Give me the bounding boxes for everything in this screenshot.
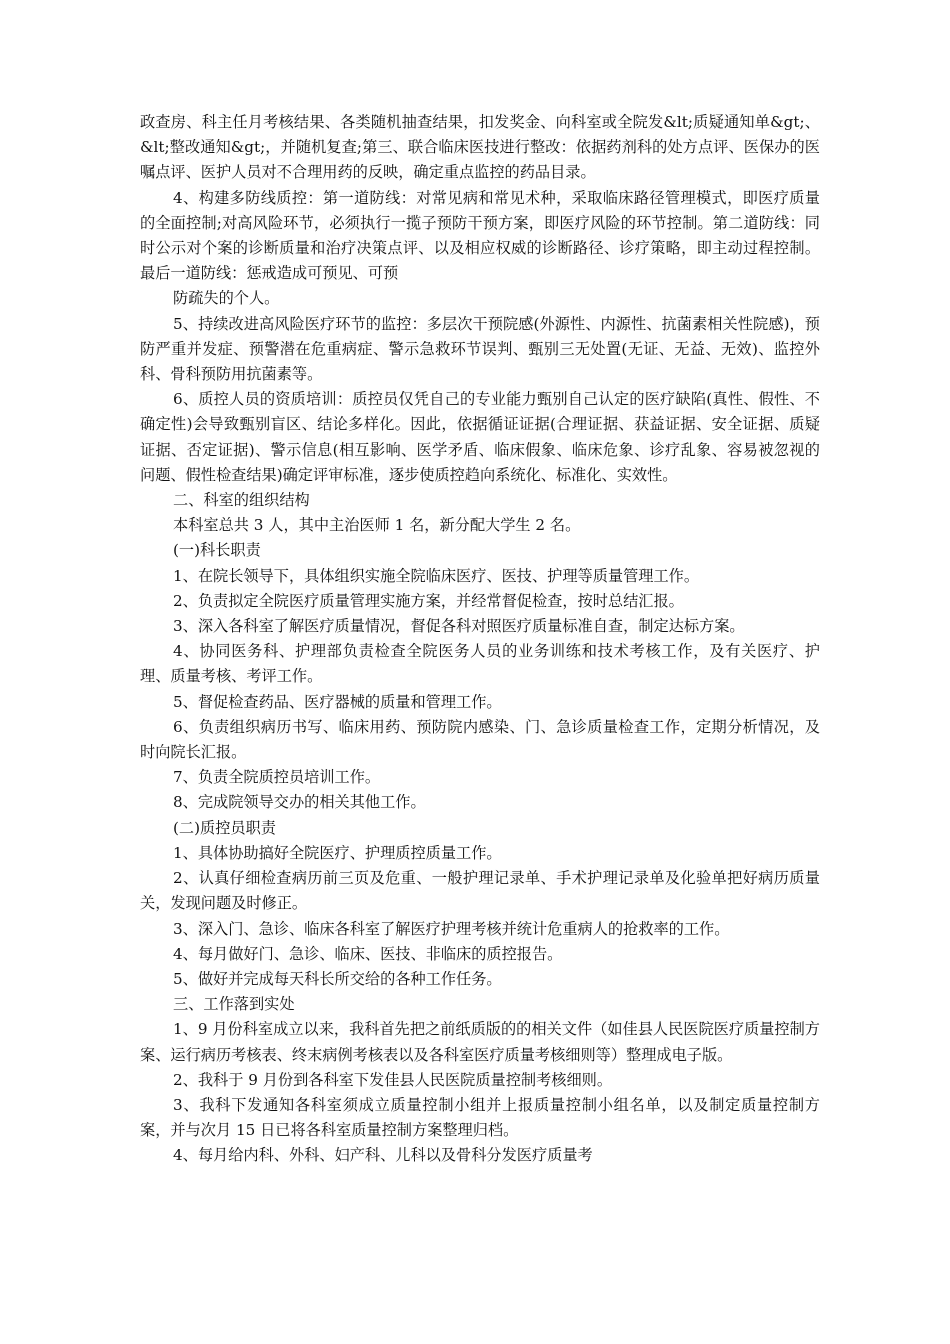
list-item: 8、完成院领导交办的相关其他工作。: [173, 793, 426, 812]
section-heading: 二、科室的组织结构: [173, 491, 310, 510]
list-item: 5、督促检查药品、医疗器械的质量和管理工作。: [173, 692, 502, 711]
subsection-heading: (一)科长职责: [173, 541, 261, 560]
list-item: 4、协同医务科、护理部负责检查全院医务人员的业务训练和技术考核工作，及有关医疗、护理、质量考核、考评工作。: [140, 642, 820, 686]
list-item: 1、在院长领导下，具体组织实施全院临床医疗、医技、护理等质量管理工作。: [173, 566, 700, 585]
subsection-heading: (二)质控员职责: [173, 818, 276, 837]
section-heading: 三、工作落到实处: [173, 995, 295, 1014]
list-item: 3、深入门、急诊、临床各科室了解医疗护理考核并统计危重病人的抢救率的工作。: [173, 919, 730, 938]
list-item: 6、负责组织病历书写、临床用药、预防院内感染、门、急诊质量检查工作，定期分析情况，及时向院长汇报。: [140, 717, 820, 762]
list-item: 2、我科于 9 月份到各科室下发佳县人民医院质量控制考核细则。: [173, 1070, 613, 1089]
paragraph: 政查房、科主任月考核结果、各类随机抽查结果，扣发奖金、向科室或全院发&lt;质疑通知单&gt;、&lt;整改通知&gt;，并随机复查;第三、联合临床医技进行整改：依据药剂科的处方点评、医保办的医嘱点评、医护人员对不合理用药的反映，确定重点监控的药品目录。: [140, 113, 820, 182]
list-item: 2、认真仔细检查病历前三页及危重、一般护理记录单、手术护理记录单及化验单把好病历质量关，发现问题及时修正。: [140, 869, 820, 913]
list-item: 7、负责全院质控员培训工作。: [173, 768, 381, 787]
paragraph: 防疏失的个人。: [173, 289, 280, 308]
list-item: 3、我科下发通知各科室须成立质量控制小组并上报质量控制小组名单，以及制定质量控制方案，并与次月 15 日已将各科室质量控制方案整理归档。: [140, 1095, 820, 1140]
list-item: 4、每月做好门、急诊、临床、医技、非临床的质控报告。: [173, 944, 563, 963]
list-item: 4、每月给内科、外科、妇产科、儿科以及骨科分发医疗质量考: [173, 1146, 593, 1165]
list-item: 3、深入各科室了解医疗质量情况，督促各科对照医疗质量标准自查，制定达标方案。: [173, 617, 745, 636]
paragraph: 本科室总共 3 人，其中主治医师 1 名，新分配大学生 2 名。: [173, 516, 581, 535]
document-body: [140, 110, 820, 1169]
paragraph: 6、质控人员的资质培训：质控员仅凭自己的专业能力甄别自己认定的医疗缺陷(真性、假性、不确定性)会导致甄别盲区、结论多样化。因此，依据循证证据(合理证据、获益证据、安全证据、质疑证据、否定证据)、警示信息(相互影响、医学矛盾、临床假象、临床危象、诊疗乱象、容易被忽视的问题、假性检查结果)确定评审标准，逐步使质控趋向系统化、标准化、实效性。: [140, 390, 820, 484]
paragraph: 5、持续改进高风险医疗环节的监控：多层次干预院感(外源性、内源性、抗菌素相关性院感)，预防严重并发症、预警潜在危重病症、警示急救环节误判、甄别三无处置(无证、无益、无效)、监控外科、骨科预防用抗菌素等。: [140, 314, 820, 384]
paragraph: 4、构建多防线质控：第一道防线：对常见病和常见术种，采取临床路径管理模式，即医疗质量的全面控制;对高风险环节，必须执行一揽子预防干预方案，即医疗风险的环节控制。第二道防线：同时公示对个案的诊断质量和治疗决策点评、以及相应权威的诊断路径、诊疗策略，即主动过程控制。最后一道防线：惩戒造成可预见、可预: [140, 188, 820, 283]
list-item: 1、9 月份科室成立以来，我科首先把之前纸质版的的相关文件（如佳县人民医院医疗质量控制方案、运行病历考核表、终末病例考核表以及各科室医疗质量考核细则等）整理成电子版。: [140, 1020, 820, 1064]
list-item: 2、负责拟定全院医疗质量管理实施方案，并经常督促检查，按时总结汇报。: [173, 591, 684, 610]
list-item: 1、具体协助搞好全院医疗、护理质控质量工作。: [173, 843, 502, 862]
list-item: 5、做好并完成每天科长所交给的各种工作任务。: [173, 969, 502, 988]
